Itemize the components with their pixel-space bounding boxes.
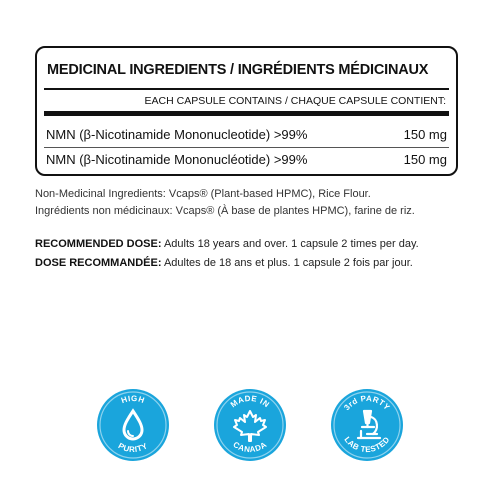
ingredient-amount: 150 mg: [403, 127, 447, 142]
dose-en: [35, 235, 419, 254]
recommended-dose: [35, 235, 419, 273]
divider: [44, 88, 449, 90]
lab-tested-badge: [331, 389, 403, 461]
badge-bottom-text: LAB TESTED: [342, 435, 392, 455]
ingredient-amount: 150 mg: [403, 152, 447, 167]
badge-top-text: 3rd PARTY: [342, 393, 392, 413]
badge-bottom-text: PURITY: [116, 441, 150, 455]
high-purity-badge: [97, 389, 169, 461]
non-medicinal-ingredients: [35, 186, 415, 220]
divider: [44, 147, 449, 148]
ingredient-name: NMN (β-Nicotinamide Mononucléotide) >99%: [46, 152, 308, 167]
ingredient-row: [46, 152, 447, 170]
badge-top-text: MADE IN: [228, 393, 272, 410]
ingredients-panel: [35, 46, 458, 176]
dose-fr-label: DOSE RECOMMANDÉE:: [35, 257, 162, 269]
badge-top-text: HIGH: [120, 393, 146, 406]
ingredient-row: [46, 127, 447, 145]
capsule-note: EACH CAPSULE CONTAINS / CHAQUE CAPSULE CONTIENT:: [144, 95, 446, 107]
svg-text:PURITY: [117, 441, 150, 454]
maple-leaf-icon: [234, 411, 266, 441]
dose-fr: [35, 254, 419, 273]
dose-fr-text: Adultes de 18 ans et plus. 1 capsule 2 fois par jour.: [161, 257, 413, 269]
badge-bottom-text: CANADA: [231, 439, 269, 455]
dose-en-label: RECOMMENDED DOSE:: [35, 238, 162, 250]
dose-en-text: Adults 18 years and over. 1 capsule 2 times per day.: [161, 238, 419, 250]
panel-title: MEDICINAL INGREDIENTS / INGRÉDIENTS MÉDICINAUX: [47, 62, 429, 78]
svg-text:CANADA: [231, 440, 268, 454]
made-in-canada-badge: [214, 389, 286, 461]
svg-text:HIGH: [120, 394, 146, 405]
water-drop-icon: [124, 411, 142, 439]
non-medicinal-fr: Ingrédients non médicinaux: Vcaps® (À base de plantes HPMC), farine de riz.: [35, 205, 415, 217]
ingredient-name: NMN (β-Nicotinamide Mononucleotide) >99%: [46, 127, 308, 142]
divider: [44, 111, 449, 116]
non-medicinal-en: Non-Medicinal Ingredients: Vcaps® (Plant-based HPMC), Rice Flour.: [35, 188, 371, 200]
microscope-icon: [358, 411, 380, 438]
